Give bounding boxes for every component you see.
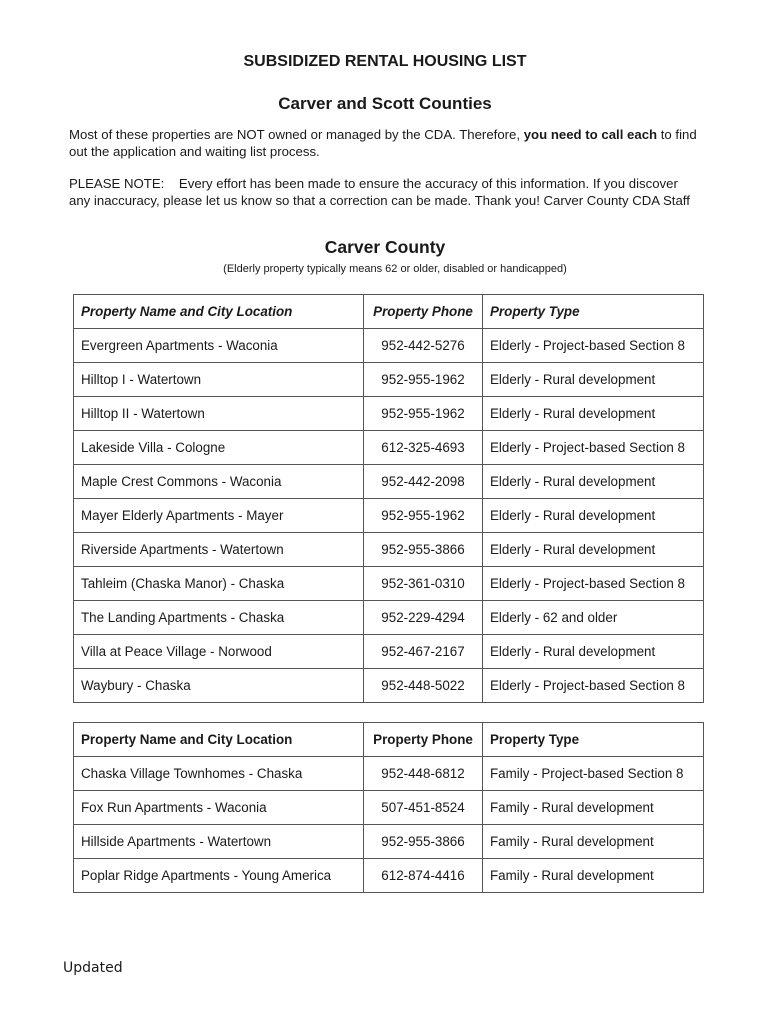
intro-bold-text: you need to call each	[523, 127, 658, 142]
section-note: (Elderly property typically means 62 or older, disabled or handicapped)	[223, 263, 567, 275]
property-type-cell: Family - Project-based Section 8	[483, 757, 704, 791]
property-type-cell: Elderly - 62 and older	[483, 601, 704, 635]
footer-updated: Updated	[63, 960, 123, 976]
property-name-cell: Riverside Apartments - Watertown	[74, 533, 364, 567]
header-property-phone: Property Phone	[364, 295, 483, 329]
table-row	[74, 431, 704, 465]
property-type-cell: Elderly - Project-based Section 8	[483, 431, 704, 465]
table-row	[74, 635, 704, 669]
property-type-cell: Elderly - Project-based Section 8	[483, 669, 704, 703]
property-phone-cell: 612-325-4693	[364, 431, 483, 465]
table-row	[74, 825, 704, 859]
property-type-cell: Elderly - Rural development	[483, 465, 704, 499]
elderly-housing-table	[73, 294, 704, 703]
section-title: Carver County	[324, 237, 446, 257]
header-property-name: Property Name and City Location	[74, 295, 364, 329]
property-name-cell: Maple Crest Commons - Waconia	[74, 465, 364, 499]
table-row	[74, 465, 704, 499]
property-name-cell: Waybury - Chaska	[74, 669, 364, 703]
property-name-cell: Hilltop I - Watertown	[74, 363, 364, 397]
property-phone-cell: 952-448-5022	[364, 669, 483, 703]
property-type-cell: Elderly - Project-based Section 8	[483, 567, 704, 601]
intro-text-end: to find out the application and waiting list process.	[69, 127, 697, 159]
table-row	[74, 567, 704, 601]
property-phone-cell: 952-442-2098	[364, 465, 483, 499]
table-row	[74, 669, 704, 703]
property-name-cell: Fox Run Apartments - Waconia	[74, 791, 364, 825]
property-type-cell: Elderly - Project-based Section 8	[483, 329, 704, 363]
property-name-cell: Lakeside Villa - Cologne	[74, 431, 364, 465]
property-phone-cell: 952-442-5276	[364, 329, 483, 363]
property-name-cell: Tahleim (Chaska Manor) - Chaska	[74, 567, 364, 601]
property-type-cell: Elderly - Rural development	[483, 635, 704, 669]
table-row	[74, 329, 704, 363]
property-phone-cell: 952-955-3866	[364, 825, 483, 859]
table-row	[74, 533, 704, 567]
property-phone-cell: 952-448-6812	[364, 757, 483, 791]
property-type-cell: Elderly - Rural development	[483, 363, 704, 397]
table-row	[74, 397, 704, 431]
property-phone-cell: 612-874-4416	[364, 859, 483, 893]
property-name-cell: The Landing Apartments - Chaska	[74, 601, 364, 635]
property-name-cell: Hillside Apartments - Watertown	[74, 825, 364, 859]
document-title: SUBSIDIZED RENTAL HOUSING LIST	[243, 53, 527, 70]
table-row	[74, 859, 704, 893]
property-type-cell: Elderly - Rural development	[483, 533, 704, 567]
property-phone-cell: 952-955-1962	[364, 499, 483, 533]
table-header-row	[74, 295, 704, 329]
header-property-name: Property Name and City Location	[74, 723, 364, 757]
table-header-row	[74, 723, 704, 757]
property-name-cell: Mayer Elderly Apartments - Mayer	[74, 499, 364, 533]
table-row	[74, 601, 704, 635]
property-name-cell: Chaska Village Townhomes - Chaska	[74, 757, 364, 791]
property-phone-cell: 952-229-4294	[364, 601, 483, 635]
header-property-type: Property Type	[483, 295, 704, 329]
table-row	[74, 791, 704, 825]
property-phone-cell: 952-467-2167	[364, 635, 483, 669]
note-paragraph: PLEASE NOTE: Every effort has been made to ensure the accuracy of this information. If you discover any inaccuracy, please let us know so that a correction can be made. Thank you! Carver County CDA Staff	[69, 176, 690, 208]
property-phone-cell: 952-955-3866	[364, 533, 483, 567]
property-type-cell: Elderly - Rural development	[483, 397, 704, 431]
table-row	[74, 757, 704, 791]
intro-text: Most of these properties are NOT owned or managed by the CDA. Therefore,	[69, 127, 524, 142]
property-type-cell: Family - Rural development	[483, 825, 704, 859]
property-name-cell: Hilltop II - Watertown	[74, 397, 364, 431]
property-type-cell: Family - Rural development	[483, 859, 704, 893]
property-name-cell: Poplar Ridge Apartments - Young America	[74, 859, 364, 893]
property-phone-cell: 952-955-1962	[364, 363, 483, 397]
property-phone-cell: 952-955-1962	[364, 397, 483, 431]
property-type-cell: Elderly - Rural development	[483, 499, 704, 533]
table-row	[74, 499, 704, 533]
family-housing-table	[73, 722, 704, 893]
property-phone-cell: 952-361-0310	[364, 567, 483, 601]
property-name-cell: Evergreen Apartments - Waconia	[74, 329, 364, 363]
property-name-cell: Villa at Peace Village - Norwood	[74, 635, 364, 669]
property-type-cell: Family - Rural development	[483, 791, 704, 825]
intro-paragraph	[69, 126, 699, 160]
property-phone-cell: 507-451-8524	[364, 791, 483, 825]
table-row	[74, 363, 704, 397]
document-subtitle: Carver and Scott Counties	[278, 94, 492, 113]
header-property-type: Property Type	[483, 723, 704, 757]
header-property-phone: Property Phone	[364, 723, 483, 757]
